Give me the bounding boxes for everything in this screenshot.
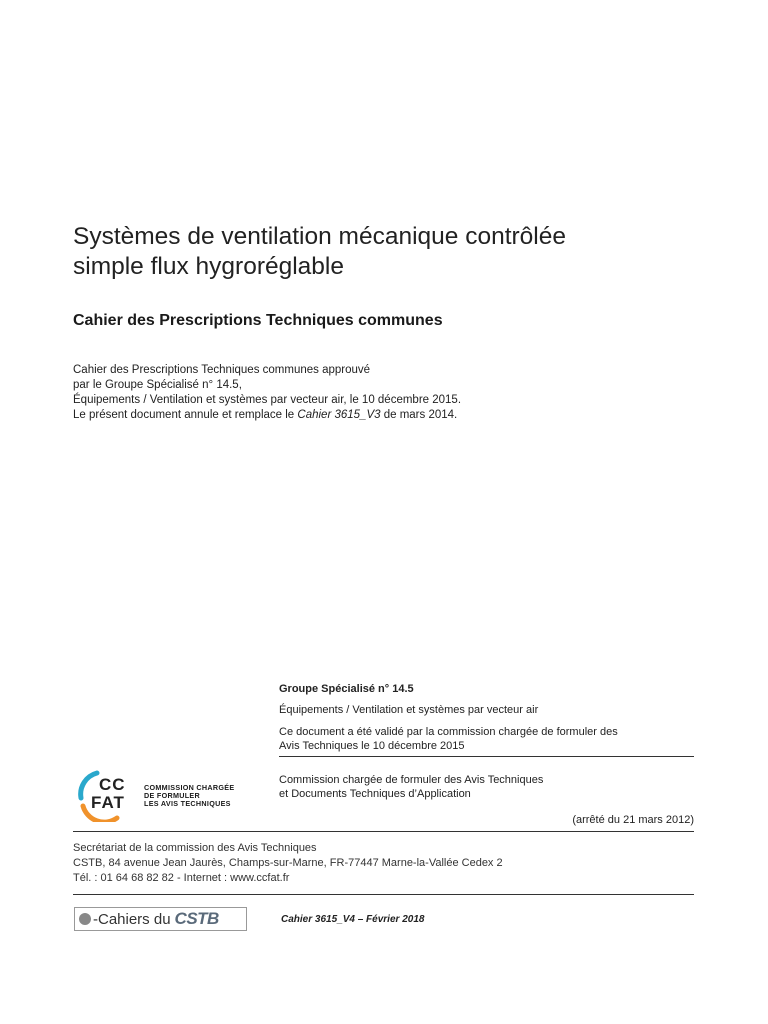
- group-specialise-block: [279, 682, 699, 753]
- cahiers-du-cstb-logo: [74, 907, 247, 931]
- cahiers-du-label: -Cahiers du: [93, 910, 171, 928]
- secretariat-line-1: Secrétariat de la commission des Avis Techniques: [73, 842, 317, 854]
- replaced-cahier-reference: Cahier 3615_V3: [297, 409, 381, 421]
- ccfat-logo-letters-top: CC: [99, 775, 126, 794]
- divider-top: [279, 756, 694, 757]
- document-title: [73, 222, 713, 282]
- commission-line-1: Commission chargée de formuler des Avis Techniques: [279, 774, 544, 786]
- ccfat-logo-letters-bottom: FAT: [91, 793, 125, 812]
- description-line-3: Équipements / Ventilation et systèmes par vecteur air, le 10 décembre 2015.: [73, 394, 462, 406]
- group-title: Groupe Spécialisé n° 14.5: [279, 683, 414, 695]
- ccfat-logo-text-line-2: DE FORMULER: [144, 791, 201, 800]
- document-subtitle: Cahier des Prescriptions Techniques communes: [73, 312, 443, 329]
- ccfat-logo-text-line-3: LES AVIS TECHNIQUES: [144, 799, 231, 808]
- ccfat-logo-text-line-1: COMMISSION CHARGÉE: [144, 783, 235, 792]
- description-line-4-prefix: Le présent document annule et remplace le: [73, 409, 298, 421]
- divider-middle: [73, 831, 694, 832]
- title-line-1: Systèmes de ventilation mécanique contrôlée: [73, 223, 567, 250]
- description-line-4: [73, 408, 713, 423]
- commission-line-2: et Documents Techniques d’Application: [279, 788, 471, 800]
- secretariat-address: CSTB, 84 avenue Jean Jaurès, Champs-sur-Marne, FR-77447 Marne-la-Vallée Cedex 2: [73, 857, 503, 869]
- title-line-2: simple flux hygroréglable: [73, 253, 344, 280]
- description-line-4-suffix: de mars 2014.: [380, 409, 458, 421]
- arrete-date: (arrêté du 21 mars 2012): [572, 814, 694, 826]
- e-mark-icon: [79, 913, 91, 925]
- group-equipment: Équipements / Ventilation et systèmes par vecteur air: [279, 704, 539, 716]
- description-line-1: Cahier des Prescriptions Techniques communes approuvé: [73, 364, 371, 376]
- validation-line-2: Avis Techniques le 10 décembre 2015: [279, 740, 465, 752]
- secretariat-block: [73, 841, 503, 886]
- description-line-2: par le Groupe Spécialisé n° 14.5,: [73, 379, 242, 391]
- approval-description: [73, 363, 713, 423]
- validation-line-1: Ce document a été validé par la commission chargée de formuler des: [279, 726, 618, 738]
- cstb-brand: CSTB: [174, 909, 219, 928]
- commission-block: [279, 773, 543, 801]
- divider-bottom: [73, 894, 694, 895]
- ccfat-logo-text: [144, 784, 234, 808]
- cahier-reference: Cahier 3615_V4 – Février 2018: [281, 914, 425, 925]
- secretariat-contact: Tél. : 01 64 68 82 82 - Internet : www.ccfat.fr: [73, 872, 290, 884]
